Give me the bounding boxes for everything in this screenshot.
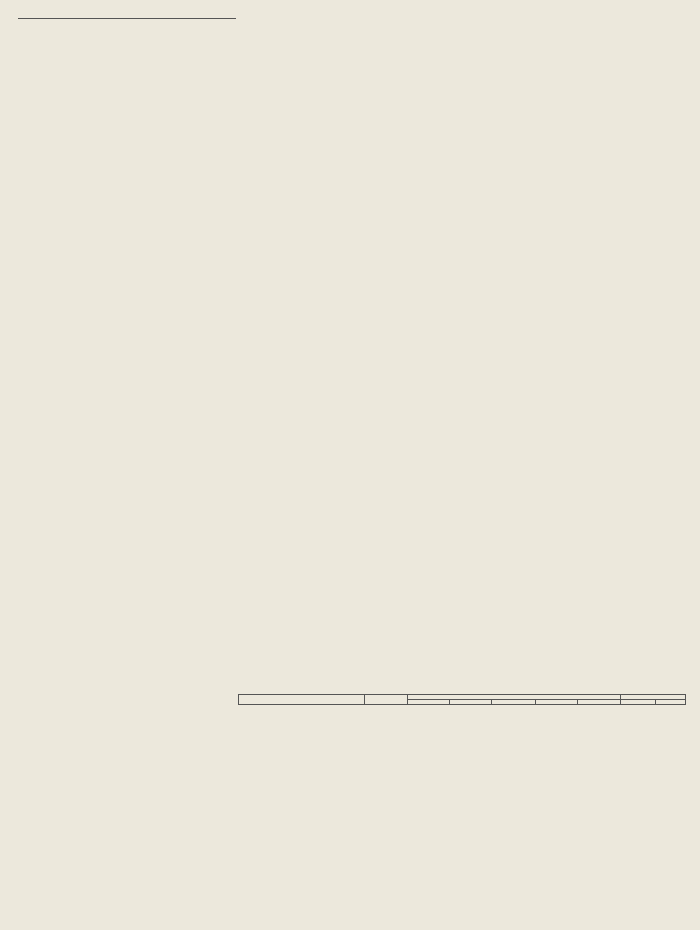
header-sort	[407, 700, 449, 705]
header-avg-percent	[655, 700, 685, 705]
header-avg-value	[621, 700, 656, 705]
header-sort	[535, 700, 577, 705]
yield-table-section	[238, 688, 686, 705]
section-divider	[18, 18, 236, 19]
header-sort	[450, 700, 492, 705]
header-sort	[577, 700, 620, 705]
header-scheme	[364, 695, 407, 705]
column-3	[462, 10, 674, 680]
yield-table	[238, 694, 686, 705]
header-crown	[239, 695, 365, 705]
column-1	[18, 10, 236, 898]
column-2	[246, 10, 456, 680]
header-sort	[492, 700, 535, 705]
